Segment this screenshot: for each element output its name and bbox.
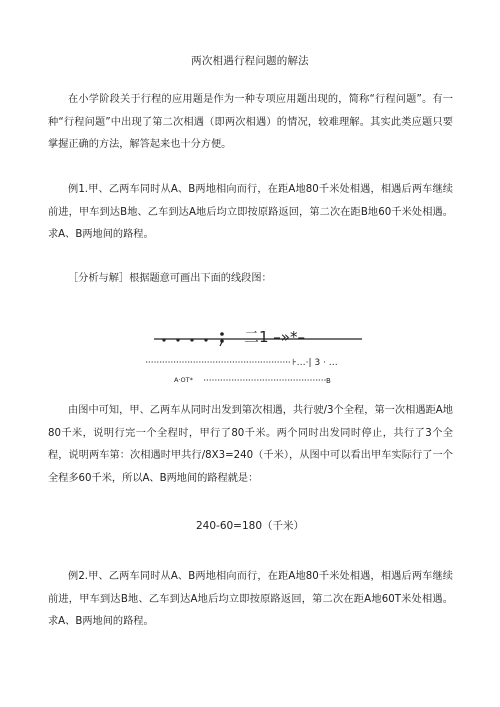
tick-mark: [220, 342, 222, 346]
a-label: A·OT*: [174, 376, 193, 384]
dot-mark: [220, 332, 224, 336]
analysis-paragraph: ［分析与解］根据题意可画出下面的线段图：: [68, 273, 272, 284]
dot-mark: [176, 338, 179, 341]
page-title: 两次相遇行程问题的解法: [191, 55, 309, 67]
right-label: ⊦…·| 3 · …: [292, 358, 338, 368]
dot-mark: [204, 338, 207, 341]
b-label: B: [326, 377, 331, 385]
segment-diagram-svg: [140, 312, 370, 392]
example-1-paragraph: 例1.甲、乙两车同时从A、B两地相向而行，在距A地80千米处相遇，相遇后两车继续前进，甲车到达B地、乙车到达A地后均立即按原路返回，第二次在距B地60千米处相遇。求A、B两地间的路程。: [48, 184, 453, 240]
explanation-paragraph: 由图中可知，甲、乙两车从同时出发到第次相遇，共行驶/3个全程，第一次相遇距A地80千米，说明行完一个全程时，甲行了80千米。两个同时出发同时停止，共行了3个全程，说明两车第：次相遇时甲共行/8X3=240（千米），从图中可以看出甲车实际行了一个全程多60千米，所以A、B两地间的路程就是：: [48, 405, 453, 484]
dot-mark: [162, 338, 165, 341]
dot-mark: [190, 338, 193, 341]
top-marks-label: 二1 –»*–: [244, 328, 305, 346]
formula: 240-60=180（千米）: [195, 520, 305, 532]
segment-diagram: [140, 312, 370, 392]
intro-paragraph: 在小学阶段关于行程的应用题是作为一种专项应用题出现的，简称“行程问题”。有一种“行程问题”中出现了第二次相遇（即两次相遇）的情况，较难理解。其实此类应题只要掌握正确的方法，解答起来也十分方便。: [48, 94, 453, 150]
example-2-paragraph: 例2.甲、乙两车同时从A、B两地相向而行，在距A地80千米处相遇，相遇后两车继续前进，甲车到达B地、乙车到达A地后均立即按原路返回，第二次在距A地60T米处相遇。求A、B两地间的路程。: [48, 571, 453, 627]
